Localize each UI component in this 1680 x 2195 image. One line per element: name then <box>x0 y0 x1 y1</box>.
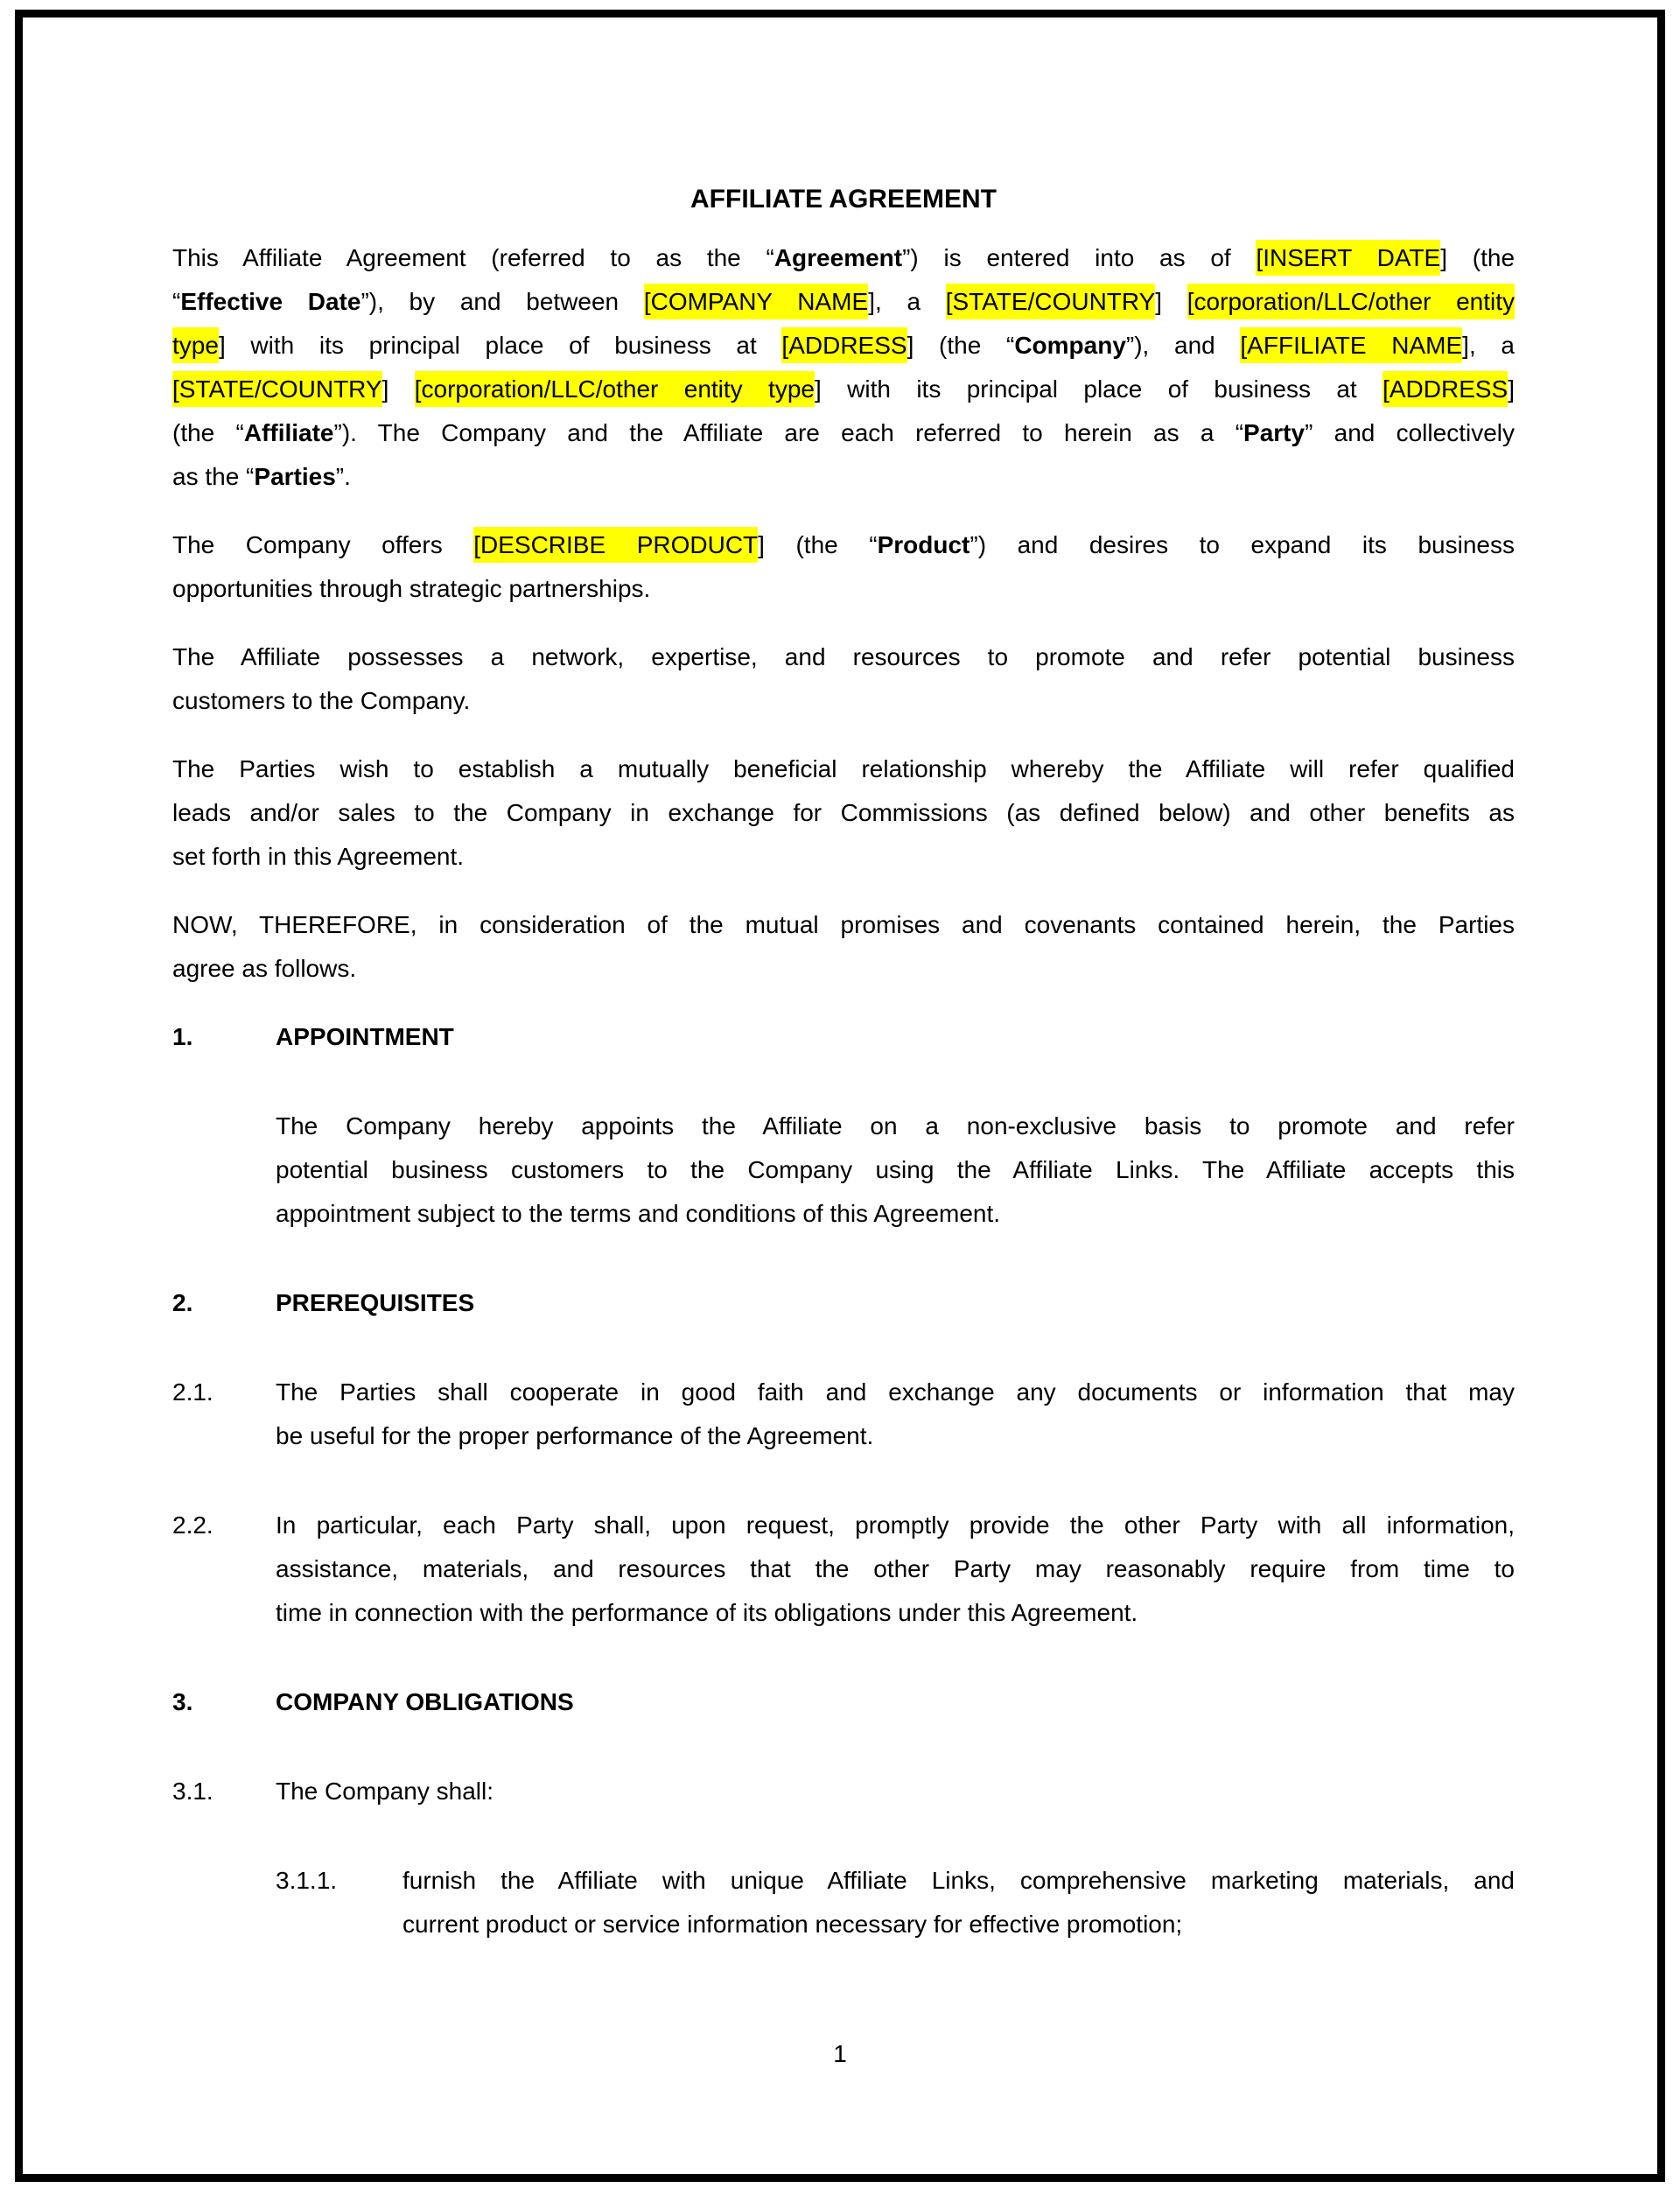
text-line <box>172 791 1515 835</box>
block-text <box>276 1680 1515 1724</box>
clause-number: 3.1.1. <box>276 1867 338 1894</box>
block-text <box>276 1015 1515 1059</box>
preamble-paragraph <box>172 635 1515 723</box>
text-line <box>172 178 1515 221</box>
text-line <box>402 1903 1515 1946</box>
placeholder-highlight: [ADDRESS <box>1382 371 1508 407</box>
text-run: ] <box>1155 288 1187 315</box>
defined-term: Party <box>1243 419 1306 446</box>
placeholder-highlight: [STATE/COUNTRY <box>946 284 1156 319</box>
defined-term: Product <box>877 531 970 558</box>
text-line <box>276 1192 1515 1236</box>
defined-term: Parties <box>254 463 336 490</box>
text-run: potential business customers to the Company using the Affiliate Links. The Affiliate accepts this <box>276 1156 1515 1183</box>
text-run: appointment subject to the terms and conditions of this Agreement. <box>276 1200 1001 1227</box>
text-line <box>276 1547 1515 1591</box>
text-line <box>172 523 1515 567</box>
text-run: ] (the “ <box>906 332 1015 359</box>
preamble-paragraph <box>172 903 1515 991</box>
text-line <box>276 1015 1515 1059</box>
document-body <box>172 178 1515 1992</box>
block-text <box>402 1859 1515 1946</box>
text-run: The Parties shall cooperate in good faith and exchange any documents or information that may <box>276 1378 1515 1406</box>
text-run: ” and collectively <box>1305 419 1515 446</box>
text-run: opportunities through strategic partnerships. <box>172 575 651 602</box>
text-run: The Company shall: <box>276 1778 494 1805</box>
text-line <box>172 835 1515 879</box>
placeholder-highlight: [INSERT DATE <box>1256 240 1440 276</box>
section-heading <box>172 1680 1515 1724</box>
preamble-paragraph <box>172 747 1515 879</box>
text-run: The Company offers <box>172 531 474 558</box>
block-text <box>172 523 1515 611</box>
defined-term: Company <box>1014 332 1126 359</box>
text-line <box>276 1281 1515 1325</box>
text-run: as the “ <box>172 463 255 490</box>
text-line <box>172 455 1515 499</box>
placeholder-highlight: [corporation/LLC/other entity <box>1187 284 1515 319</box>
text-line <box>172 280 1515 324</box>
text-line <box>276 1148 1515 1192</box>
clause <box>172 1770 1515 1813</box>
text-line <box>402 1859 1515 1903</box>
text-run: ”) and desires to expand its business <box>970 531 1515 558</box>
clause <box>172 1504 1515 1635</box>
text-run: agree as follows. <box>172 955 357 982</box>
clause <box>172 1105 1515 1236</box>
clause <box>172 1371 1515 1458</box>
block-text <box>172 236 1515 499</box>
placeholder-highlight: [DESCRIBE PRODUCT <box>473 527 758 563</box>
text-run: The Company hereby appoints the Affiliate on a non-exclusive basis to promote and refer <box>276 1112 1515 1140</box>
text-run: ] <box>382 375 415 403</box>
text-run: leads and/or sales to the Company in exchange for Commissions (as defined below) and other benefits as <box>172 799 1515 826</box>
block-text <box>172 635 1515 723</box>
placeholder-highlight: [AFFILIATE NAME <box>1240 327 1462 363</box>
text-run: assistance, materials, and resources that the other Party may reasonably require from time to <box>276 1555 1515 1582</box>
placeholder-highlight: [COMPANY NAME <box>644 284 868 319</box>
text-run: In particular, each Party shall, upon request, promptly provide the other Party with all information, <box>276 1511 1515 1539</box>
defined-term: COMPANY OBLIGATIONS <box>276 1688 574 1715</box>
block-text <box>172 747 1515 879</box>
text-line <box>172 947 1515 991</box>
text-line <box>172 368 1515 411</box>
text-line <box>172 635 1515 679</box>
text-line <box>276 1591 1515 1635</box>
clause-number: 3.1. <box>172 1778 214 1805</box>
text-line <box>172 679 1515 723</box>
text-line <box>276 1770 1515 1813</box>
block-text <box>276 1371 1515 1458</box>
text-run: set forth in this Agreement. <box>172 843 465 870</box>
defined-term: Affiliate <box>243 419 334 446</box>
text-run: This Affiliate Agreement (referred to as the “ <box>172 244 774 271</box>
text-run: The Affiliate possesses a network, expertise, and resources to promote and refer potential business <box>172 643 1515 670</box>
section-number: 3. <box>172 1688 193 1715</box>
text-run: (the “ <box>172 419 244 446</box>
text-line <box>276 1414 1515 1458</box>
defined-term: APPOINTMENT <box>276 1023 454 1050</box>
text-line <box>276 1504 1515 1547</box>
defined-term: Effective Date <box>180 288 361 315</box>
text-line <box>276 1105 1515 1148</box>
text-run: ”), by and between <box>360 288 644 315</box>
section-number: 1. <box>172 1023 193 1050</box>
placeholder-highlight: type <box>172 327 219 363</box>
clause-number: 2.2. <box>172 1511 214 1539</box>
placeholder-highlight: [corporation/LLC/other entity type <box>415 371 815 407</box>
section-heading <box>172 1015 1515 1059</box>
block-text <box>276 1504 1515 1635</box>
text-run: ”) is entered into as of <box>902 244 1256 271</box>
block-text <box>276 1281 1515 1325</box>
text-run: ] (the <box>1440 244 1516 271</box>
text-run: ”), and <box>1125 332 1241 359</box>
block-text <box>172 178 1515 221</box>
text-run: NOW, THEREFORE, in consideration of the mutual promises and covenants contained herein, the Parties <box>172 911 1515 938</box>
document-title <box>172 178 1515 221</box>
text-run: ], a <box>868 288 946 315</box>
text-line <box>276 1680 1515 1724</box>
page-number: 1 <box>833 2040 847 2067</box>
block-text <box>276 1770 1515 1813</box>
text-run: furnish the Affiliate with unique Affiliate Links, comprehensive marketing materials, and <box>402 1867 1515 1894</box>
text-run: ] <box>1508 375 1516 403</box>
placeholder-highlight: [STATE/COUNTRY <box>172 371 382 407</box>
section-number: 2. <box>172 1289 193 1316</box>
text-run: “ <box>172 288 181 315</box>
block-text <box>276 1105 1515 1236</box>
clause-number: 2.1. <box>172 1378 214 1406</box>
text-run: ”). The Company and the Affiliate are each referred to herein as a “ <box>333 419 1244 446</box>
text-line <box>172 324 1515 368</box>
text-line <box>172 903 1515 947</box>
text-run: time in connection with the performance of its obligations under this Agreement. <box>276 1599 1138 1626</box>
clause <box>172 1859 1515 1946</box>
placeholder-highlight: [ADDRESS <box>781 327 906 363</box>
text-run: ”. <box>335 463 351 490</box>
text-line <box>276 1371 1515 1414</box>
text-run: current product or service information necessary for effective promotion; <box>402 1911 1183 1938</box>
text-run: ] with its principal place of business at <box>218 332 782 359</box>
text-line <box>172 747 1515 791</box>
text-run: be useful for the proper performance of the Agreement. <box>276 1422 874 1449</box>
defined-term: PREREQUISITES <box>276 1289 475 1316</box>
text-run: The Parties wish to establish a mutually beneficial relationship whereby the Affiliate will refer qualified <box>172 755 1515 782</box>
text-line <box>172 236 1515 280</box>
text-run: ], a <box>1462 332 1515 359</box>
text-line <box>172 567 1515 611</box>
section-heading <box>172 1281 1515 1325</box>
text-line <box>172 411 1515 455</box>
block-text <box>172 903 1515 991</box>
preamble-paragraph <box>172 236 1515 499</box>
text-run: customers to the Company. <box>172 687 471 714</box>
defined-term: AFFILIATE AGREEMENT <box>690 185 997 214</box>
preamble-paragraph <box>172 523 1515 611</box>
defined-term: Agreement <box>774 244 903 271</box>
text-run: ] with its principal place of business at <box>814 375 1383 403</box>
text-run: ] (the “ <box>758 531 878 558</box>
